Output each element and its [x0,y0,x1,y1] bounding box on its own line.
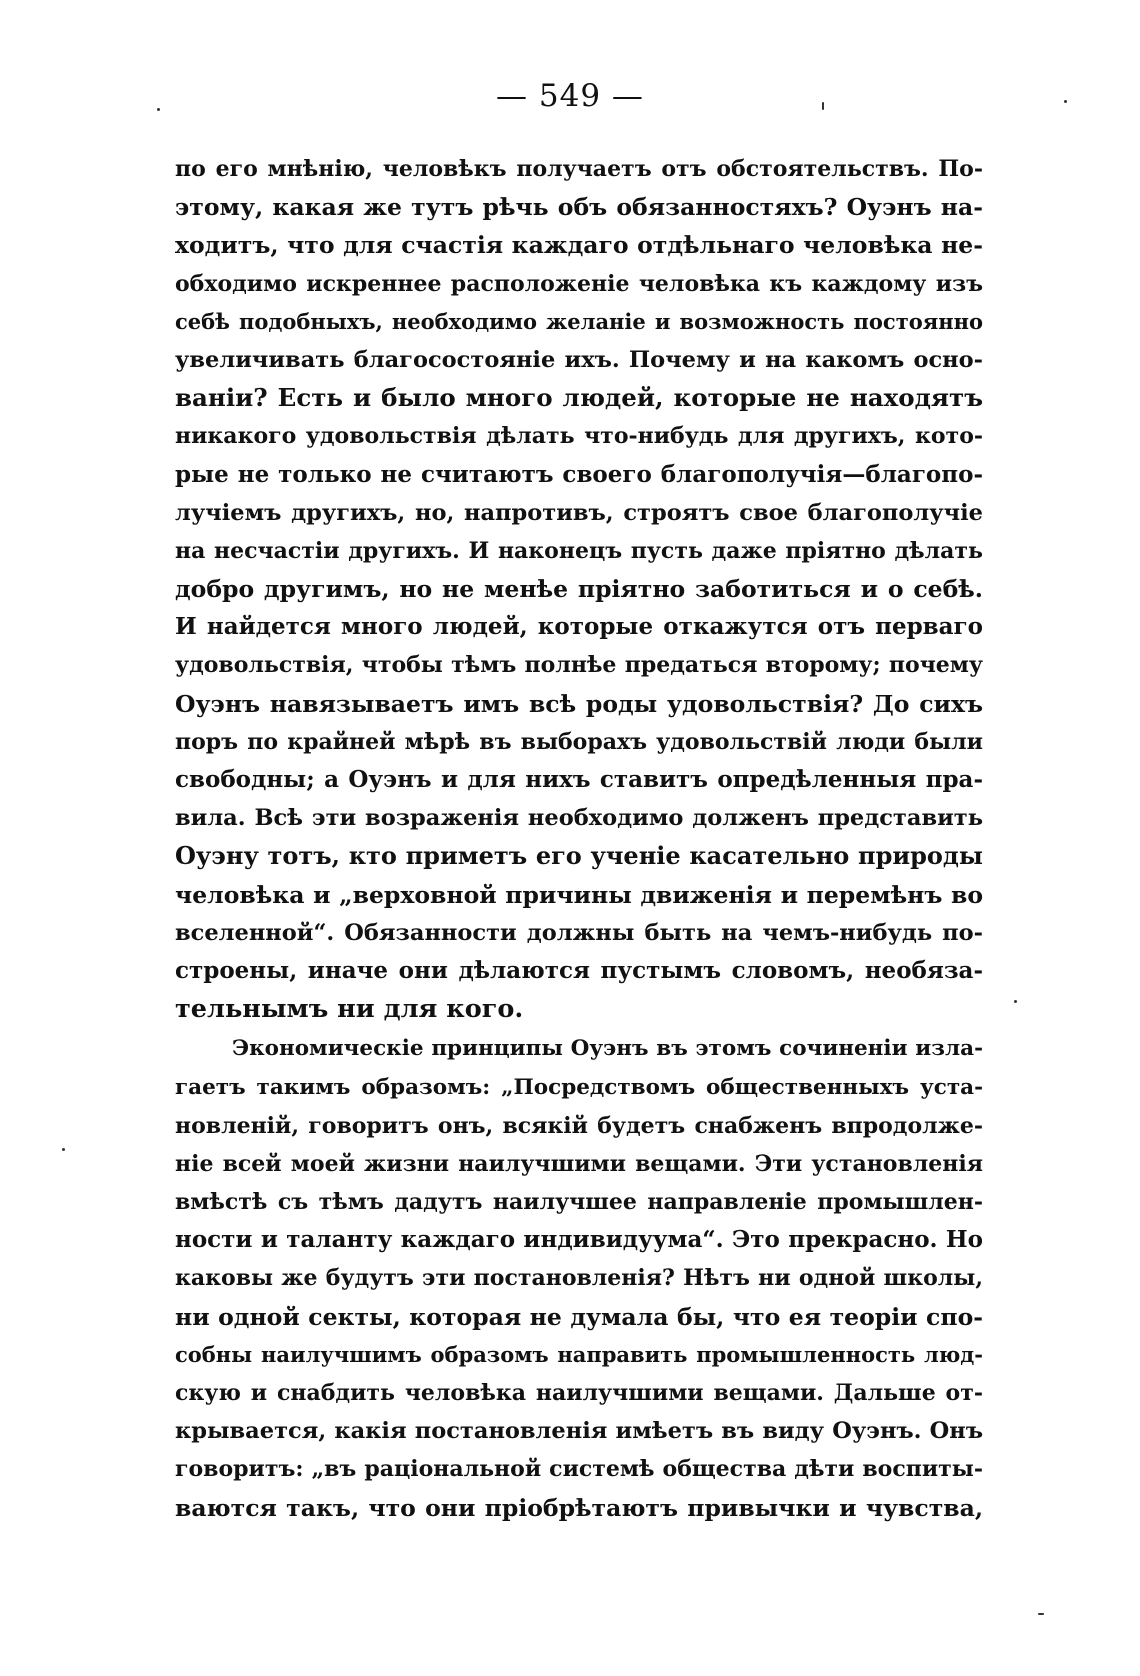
text-line: говоритъ: „въ раціональной системѣ общества дѣти воспиты- [175,1456,983,1483]
text-line: Экономическіе принципы Оуэнъ въ этомъ сочиненіи изла- [232,1036,983,1062]
text-line: человѣка и „верховной причины движенія и перемѣнъ во [175,880,983,909]
text-line: строены, иначе они дѣлаются пустымъ словомъ, необяза- [175,956,983,984]
paragraph-2 [175,1030,983,1526]
text-line: вила. Всѣ эти возраженія необходимо долженъ представить [175,805,983,832]
text-line: поръ по крайней мѣрѣ въ выборахъ удовольствій люди были [175,728,983,755]
text-line: новленій, говоритъ онъ, всякій будетъ снабженъ впродолже- [175,1112,983,1139]
text-line: ности и таланту каждаго индивидуума“. Это прекрасно. Но [175,1226,983,1254]
text-line: гаетъ такимъ образомъ: „Посредствомъ общественныхъ уста- [175,1074,983,1100]
text-line: каковы же будутъ эти постановленія? Нѣтъ ни одной школы, [175,1265,983,1292]
text-line: ніе всей моей жизни наилучшими вещами. Эти установленія [175,1150,983,1177]
text-line: увеличивать благосостояніе ихъ. Почему и на какомъ осно- [175,346,983,373]
scan-speck [822,102,824,110]
text-line: лучіемъ другихъ, но, напротивъ, строятъ свое благополучіе [175,499,983,526]
text-line: на несчастіи другихъ. И наконецъ пусть даже пріятно дѣлать [175,537,983,564]
paragraph-1 [175,150,983,1028]
text-line: ходитъ, что для счастія каждаго отдѣльнаго человѣка не- [175,231,983,260]
scan-speck [62,1148,65,1151]
text-line: этому, какая же тутъ рѣчь объ обязанностяхъ? Оуэнъ на- [175,193,983,222]
text-line: скую и снабдить человѣка наилучшими вещами. Дальше от- [175,1380,983,1406]
text-line: ваются такъ, что они пріобрѣтаютъ привычки и чувства, [175,1493,983,1522]
text-line: крывается, какія постановленія имѣетъ въ виду Оуэнъ. Онъ [175,1418,983,1445]
text-line: никакого удовольствія дѣлать что-нибудь для другихъ, кото- [175,423,983,450]
text-line: по его мнѣнію, человѣкъ получаетъ отъ обстоятельствъ. По- [175,156,983,182]
text-line: Оуэнъ навязываетъ имъ всѣ роды удовольствія? До сихъ [175,689,983,718]
text-line: тельнымъ ни для кого. [175,994,524,1025]
text-line: Оуэну тотъ, кто приметъ его ученіе касательно природы [175,841,983,871]
text-line: вмѣстѣ съ тѣмъ дадутъ наилучшее направленіе промышлен- [175,1189,983,1216]
text-line: обходимо искреннее расположеніе человѣка къ каждому изъ [175,270,983,297]
text-line: ни одной секты, которая не думала бы, что ея теоріи спо- [175,1302,983,1331]
scan-speck [1014,1000,1017,1003]
scan-speck [1038,1613,1044,1615]
text-line: рые не только не считаютъ своего благополучія—благопо- [175,460,983,488]
scan-speck [157,108,160,111]
scan-speck [1064,100,1067,103]
text-line: И найдется много людей, которые откажутся отъ перваго [175,613,983,641]
text-line: ваніи? Есть и было много людей, которые не находятъ [175,383,983,413]
text-line: удовольствія, чтобы тѣмъ полнѣе предаться второму; почему [175,652,983,679]
text-line: собны наилучшимъ образомъ направить промышленность люд- [175,1341,983,1367]
text-line: свободны; а Оуэнъ и для нихъ ставитъ опредѣленныя пра- [175,766,983,793]
text-line: себѣ подобныхъ, необходимо желаніе и возможность постоянно [175,308,983,334]
page-number: — 549 — [496,78,644,114]
text-line: вселенной“. Обязанности должны быть на чемъ-нибудь по- [175,919,983,946]
text-body [175,150,983,1527]
text-line: добро другимъ, но не менѣе пріятно заботиться и о себѣ. [175,575,983,604]
